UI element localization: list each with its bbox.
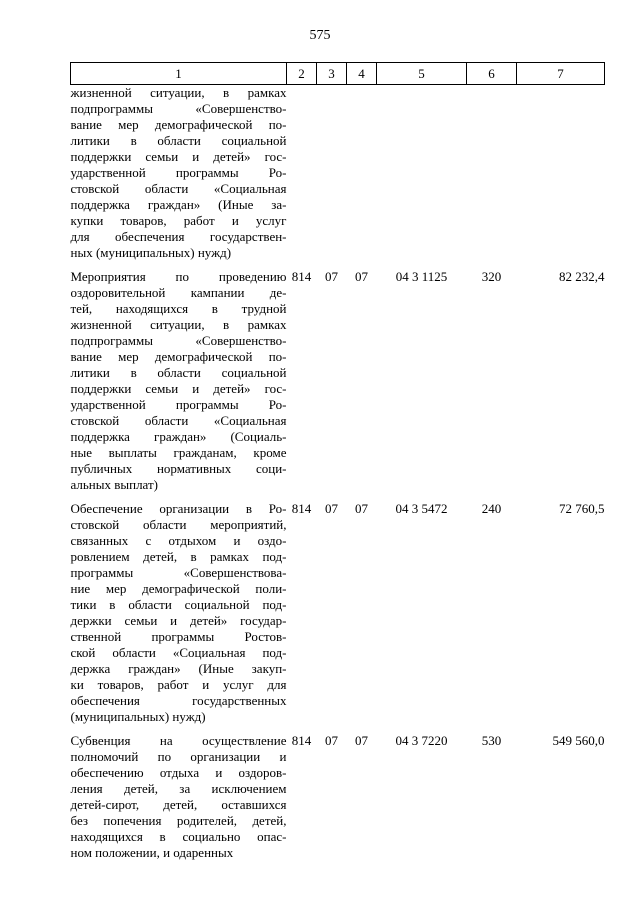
row-spacer: [71, 261, 605, 269]
row-spacer: [71, 493, 605, 501]
description-line: вание мер демографической по-: [70, 117, 287, 132]
description-line: жизненной ситуации, в рамках: [70, 317, 287, 332]
amount-value: 72 760,5: [559, 501, 605, 516]
description-line: подпрограммы «Совершенство-: [70, 333, 287, 348]
description-line: полномочий по организации и: [70, 749, 287, 764]
description-line: поддержка граждан» (Иные за-: [70, 197, 287, 212]
column-header: 4: [347, 63, 377, 85]
column-header: 7: [517, 63, 605, 85]
description-line: ных (муниципальных) нужд): [70, 245, 232, 260]
description-line: держки семьи и детей» государ-: [70, 613, 287, 628]
description-line: жизненной ситуации, в рамках: [70, 85, 287, 100]
description-line: литики в области социальной: [70, 133, 287, 148]
row-description: [71, 85, 287, 262]
description-line: Обеспечение организации в Ро-: [70, 501, 287, 516]
description-line: стовской области мероприятий,: [70, 517, 287, 532]
description-line: программы «Совершенствова-: [70, 565, 287, 580]
table-row: [71, 733, 605, 861]
ministry-code: 814: [291, 733, 312, 748]
column-header: 1: [71, 63, 287, 85]
subsection-code: 07: [355, 501, 368, 516]
description-line: ном положении, и одаренных: [70, 845, 234, 860]
section-code: 07: [325, 269, 338, 284]
description-line: ные выплаты гражданам, кроме: [70, 445, 287, 460]
description-line: без попечения родителей, детей,: [70, 813, 287, 828]
description-line: ки товаров, работ и услуг для: [70, 677, 287, 692]
description-line: ления детей, за исключением: [70, 781, 287, 796]
expense-type-code: 240: [481, 501, 502, 516]
description-line: Мероприятия по проведению: [70, 269, 287, 284]
page-number: 575: [309, 28, 331, 43]
description-line: альных выплат): [70, 477, 159, 492]
row-description: [71, 733, 287, 861]
amount-value: 82 232,4: [559, 269, 605, 284]
description-line: поддержки семьи и детей» гос-: [70, 149, 287, 164]
description-line: поддержка граждан» (Социаль-: [70, 429, 287, 444]
target-item-code: 04 3 7220: [395, 733, 448, 748]
description-line: стовской области «Социальная: [70, 181, 287, 196]
column-header: 6: [467, 63, 517, 85]
ministry-code: 814: [291, 501, 312, 516]
description-line: ской области «Социальная под-: [70, 645, 287, 660]
amount-value: 549 560,0: [552, 733, 605, 748]
description-line: (муниципальных) нужд): [70, 709, 206, 724]
column-header: 2: [287, 63, 317, 85]
section-code: 07: [325, 501, 338, 516]
description-line: ние мер демографической поли-: [70, 581, 287, 596]
description-line: купки товаров, работ и услуг: [70, 213, 287, 228]
section-code: 07: [325, 733, 338, 748]
description-line: ровлением детей, в рамках под-: [70, 549, 287, 564]
description-line: Субвенция на осуществление: [70, 733, 287, 748]
column-header: 3: [317, 63, 347, 85]
target-item-code: 04 3 5472: [395, 501, 448, 516]
description-line: оздоровительной кампании де-: [70, 285, 287, 300]
description-line: стовской области «Социальная: [70, 413, 287, 428]
description-line: держка граждан» (Иные закуп-: [70, 661, 287, 676]
target-item-code: [377, 85, 467, 262]
subsection-code: 07: [355, 269, 368, 284]
description-line: обеспечения государственных: [70, 693, 287, 708]
row-spacer: [71, 725, 605, 733]
description-line: ударственной программы Ро-: [70, 397, 287, 412]
section-code: [317, 85, 347, 262]
description-line: вание мер демографической по-: [70, 349, 287, 364]
target-item-code: 04 3 1125: [395, 269, 448, 284]
amount-value: [517, 85, 605, 262]
expense-type-code: 530: [481, 733, 502, 748]
subsection-code: 07: [355, 733, 368, 748]
description-line: тики в области социальной под-: [70, 597, 287, 612]
description-line: литики в области социальной: [70, 365, 287, 380]
ministry-code: [287, 85, 317, 262]
ministry-code: 814: [291, 269, 312, 284]
expense-type-code: 320: [481, 269, 502, 284]
description-line: подпрограммы «Совершенство-: [70, 101, 287, 116]
column-header: 5: [377, 63, 467, 85]
row-description: [71, 269, 287, 493]
subsection-code: [347, 85, 377, 262]
description-line: публичных нормативных соци-: [70, 461, 287, 476]
expense-type-code: [467, 85, 517, 262]
description-line: поддержки семьи и детей» гос-: [70, 381, 287, 396]
description-line: ственной программы Ростов-: [70, 629, 287, 644]
header-row: [71, 63, 605, 85]
description-line: детей-сирот, детей, оставшихся: [70, 797, 287, 812]
description-line: связанных с отдыхом и оздо-: [70, 533, 287, 548]
budget-table: [70, 62, 605, 861]
row-description: [71, 501, 287, 725]
description-line: для обеспечения государствен-: [70, 229, 287, 244]
table-row: [71, 85, 605, 262]
description-line: ударственной программы Ро-: [70, 165, 287, 180]
description-line: обеспечению отдыха и оздоров-: [70, 765, 287, 780]
table-row: [71, 501, 605, 725]
description-line: тей, находящихся в трудной: [70, 301, 287, 316]
table-row: [71, 269, 605, 493]
description-line: находящихся в социально опас-: [70, 829, 287, 844]
